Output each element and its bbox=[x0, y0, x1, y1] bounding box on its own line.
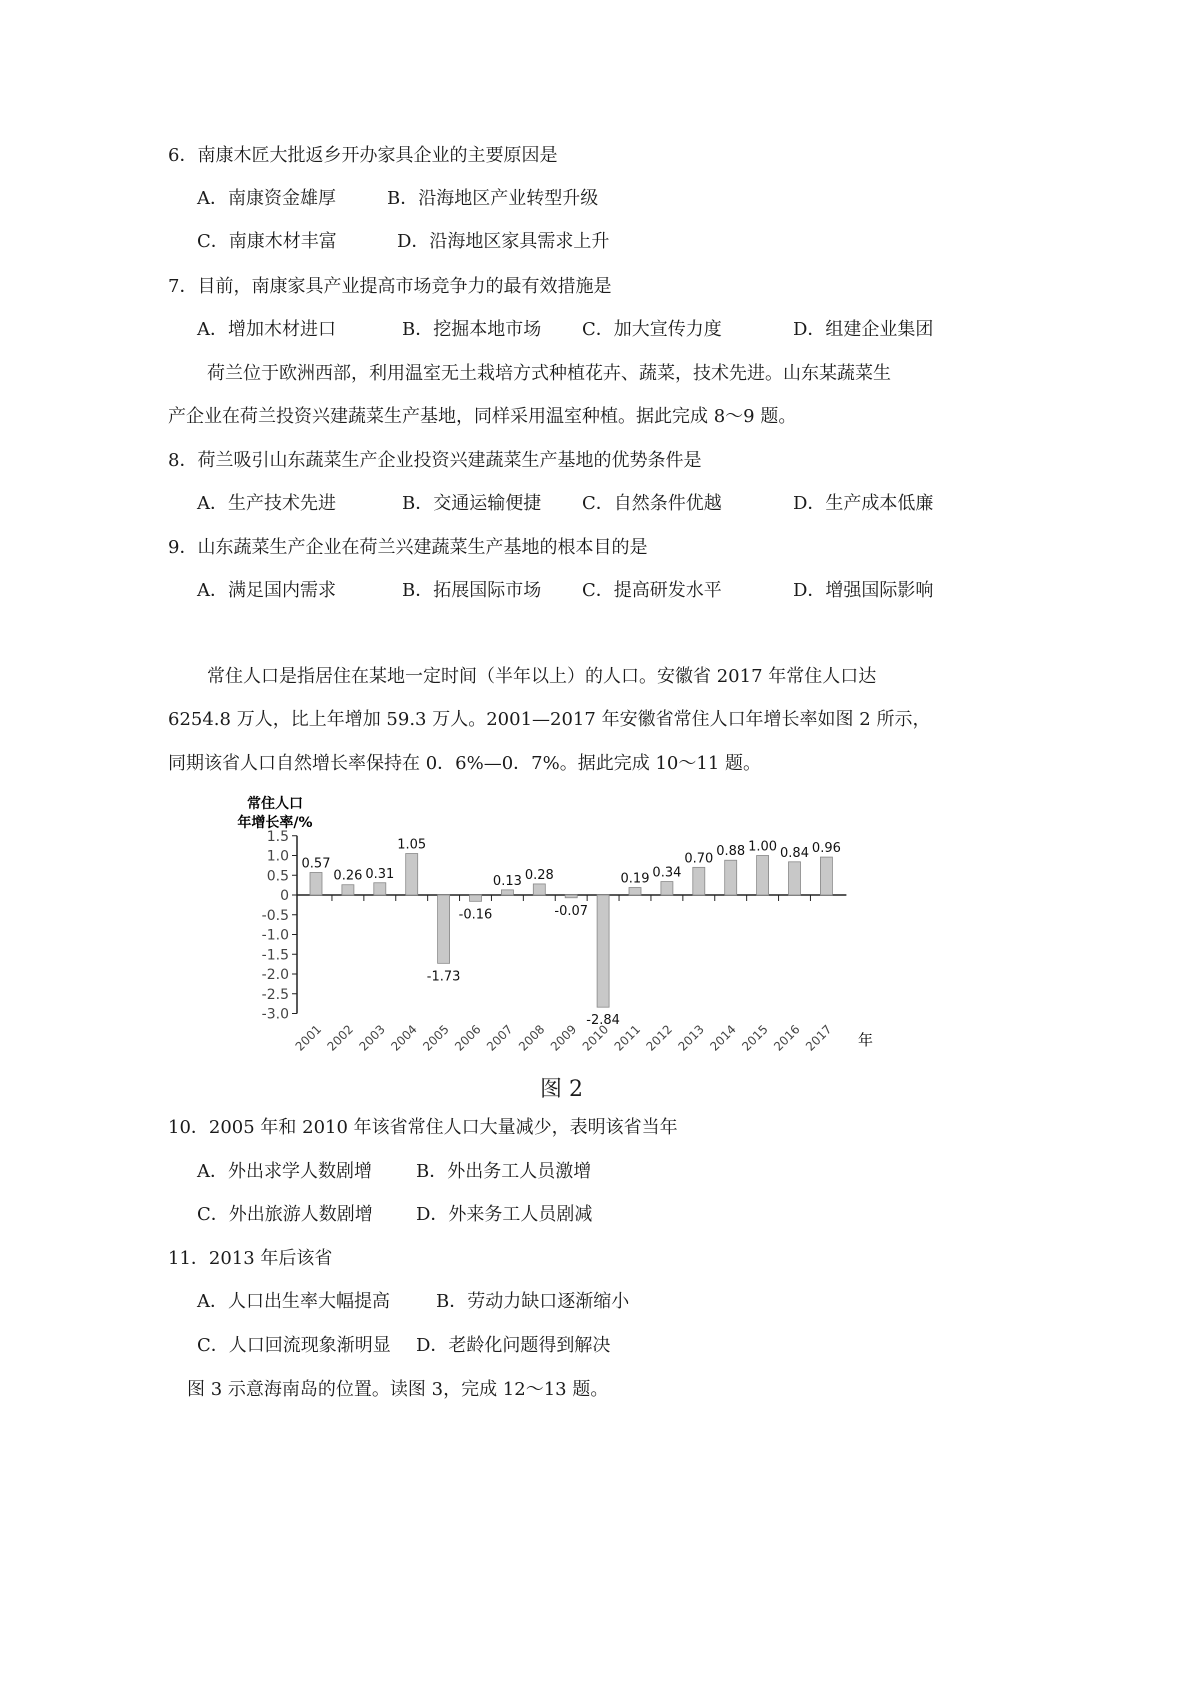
bar-2009 bbox=[565, 895, 577, 898]
option-c: C．南康木材丰富 bbox=[197, 231, 337, 252]
x-tick-label: 2013 bbox=[675, 1022, 707, 1054]
data-label: 0.34 bbox=[652, 865, 682, 881]
x-tick-label: 2003 bbox=[356, 1022, 388, 1054]
option-c: C．提高研发水平 bbox=[582, 580, 722, 601]
data-label: 0.28 bbox=[524, 867, 554, 883]
option-d: D．组建企业集团 bbox=[793, 319, 934, 340]
x-tick-label: 2009 bbox=[547, 1022, 580, 1054]
x-tick-label: 2014 bbox=[707, 1022, 739, 1054]
data-label: 0.84 bbox=[780, 845, 809, 861]
x-tick-label: 2011 bbox=[611, 1022, 644, 1054]
data-label: -2.84 bbox=[586, 1013, 620, 1029]
option-a: A．人口出生率大幅提高 bbox=[197, 1291, 390, 1312]
option-b: B．挖掘本地市场 bbox=[402, 319, 542, 340]
option-c: C．外出旅游人数剧增 bbox=[197, 1204, 373, 1225]
bar-2016 bbox=[789, 862, 801, 895]
option-d: D．增强国际影响 bbox=[793, 580, 934, 601]
data-label: 1.00 bbox=[748, 839, 778, 855]
question-stem: 7．目前，南康家具产业提高市场竞争力的最有效措施是 bbox=[168, 276, 612, 297]
bar-2004 bbox=[406, 854, 418, 895]
bar-2005 bbox=[438, 895, 450, 963]
x-tick-label: 2012 bbox=[643, 1022, 676, 1054]
option-a: A．生产技术先进 bbox=[197, 493, 336, 514]
question-stem: 11．2013 年后该省 bbox=[168, 1248, 333, 1269]
y-tick-label: 0 bbox=[280, 888, 289, 904]
x-tick-label: 2015 bbox=[739, 1022, 771, 1054]
data-label: -1.73 bbox=[426, 969, 461, 985]
y-tick-label: -1.0 bbox=[261, 927, 289, 944]
y-tick-label: -3.0 bbox=[261, 1006, 289, 1023]
y-tick-label: -0.5 bbox=[261, 907, 289, 924]
option-b: B．劳动力缺口逐渐缩小 bbox=[436, 1291, 630, 1312]
option-a: A．南康资金雄厚 bbox=[197, 188, 336, 209]
x-tick-label: 2006 bbox=[452, 1022, 484, 1054]
y-tick-label: 1.0 bbox=[266, 848, 289, 865]
bar-2010 bbox=[597, 895, 609, 1007]
data-label: -0.16 bbox=[458, 907, 493, 923]
question-stem: 10．2005 年和 2010 年该省常住人口大量减少，表明该省当年 bbox=[168, 1117, 678, 1138]
figure-caption: 图 2 bbox=[540, 1077, 583, 1102]
bar-2007 bbox=[501, 890, 513, 895]
x-tick-label: 2010 bbox=[579, 1022, 612, 1054]
bar-2002 bbox=[342, 885, 354, 895]
y-axis-label: 常住人口 bbox=[247, 796, 303, 812]
option-a: A．增加木材进口 bbox=[197, 319, 336, 340]
bar-2011 bbox=[629, 887, 641, 895]
option-d: D．生产成本低廉 bbox=[793, 493, 934, 514]
x-tick-label: 2005 bbox=[420, 1022, 452, 1054]
data-label: 0.31 bbox=[365, 866, 395, 882]
bar-2014 bbox=[725, 860, 737, 895]
passage-line: 常住人口是指居住在某地一定时间（半年以上）的人口。安徽省 2017 年常住人口达 bbox=[207, 666, 877, 687]
bar-2003 bbox=[374, 883, 386, 895]
option-b: B．拓展国际市场 bbox=[402, 580, 542, 601]
data-label: 0.57 bbox=[301, 856, 331, 872]
y-tick-label: 0.5 bbox=[266, 868, 289, 885]
passage-line: 荷兰位于欧洲西部，利用温室无土栽培方式种植花卉、蔬菜，技术先进。山东某蔬菜生 bbox=[207, 363, 891, 384]
data-label: -0.07 bbox=[554, 903, 589, 919]
option-d: D．沿海地区家具需求上升 bbox=[397, 231, 610, 252]
question-stem: 6．南康木匠大批返乡开办家具企业的主要原因是 bbox=[168, 145, 558, 166]
option-c: C．加大宣传力度 bbox=[582, 319, 722, 340]
passage-hainan: 图 3 示意海南岛的位置。读图 3，完成 12～13 题。 bbox=[187, 1379, 609, 1400]
data-label: 1.05 bbox=[397, 837, 427, 853]
bar-2006 bbox=[470, 895, 482, 901]
question-stem: 9．山东蔬菜生产企业在荷兰兴建蔬菜生产基地的根本目的是 bbox=[168, 537, 648, 558]
option-a: A．外出求学人数剧增 bbox=[197, 1161, 372, 1182]
x-tick-label: 2004 bbox=[388, 1022, 420, 1054]
x-tick-label: 2001 bbox=[292, 1022, 325, 1054]
option-d: D．外来务工人员剧减 bbox=[416, 1204, 593, 1225]
option-b: B．交通运输便捷 bbox=[402, 493, 542, 514]
bar-2017 bbox=[820, 857, 832, 895]
x-tick-label: 2017 bbox=[803, 1022, 835, 1054]
y-axis-label: 年增长率/% bbox=[237, 815, 313, 831]
option-b: B．沿海地区产业转型升级 bbox=[387, 188, 599, 209]
question-stem: 8．荷兰吸引山东蔬菜生产企业投资兴建蔬菜生产基地的优势条件是 bbox=[168, 450, 702, 471]
y-tick-label: 1.5 bbox=[266, 828, 289, 845]
data-label: 0.19 bbox=[620, 871, 650, 887]
passage-line: 产企业在荷兰投资兴建蔬菜生产基地，同样采用温室种植。据此完成 8～9 题。 bbox=[168, 406, 797, 427]
y-tick-label: -2.0 bbox=[261, 967, 289, 983]
passage-line: 同期该省人口自然增长率保持在 0．6%—0．7%。据此完成 10～11 题。 bbox=[168, 753, 761, 774]
bar-2015 bbox=[757, 856, 769, 896]
option-a: A．满足国内需求 bbox=[197, 580, 336, 601]
x-axis-label: 年 bbox=[858, 1031, 874, 1049]
bar-2001 bbox=[310, 872, 322, 895]
bar-2012 bbox=[661, 882, 673, 895]
population-growth-chart bbox=[220, 790, 900, 1070]
data-label: 0.88 bbox=[716, 844, 746, 860]
option-d: D．老龄化问题得到解决 bbox=[416, 1335, 611, 1356]
x-tick-label: 2008 bbox=[515, 1022, 548, 1054]
data-label: 0.26 bbox=[333, 868, 363, 884]
x-tick-label: 2016 bbox=[771, 1022, 803, 1054]
data-label: 0.70 bbox=[684, 851, 714, 867]
passage-line: 6254.8 万人，比上年增加 59.3 万人。2001—2017 年安徽省常住人口年增长率如图 2 所示， bbox=[168, 709, 931, 730]
data-label: 0.13 bbox=[492, 873, 522, 889]
option-c: C．自然条件优越 bbox=[582, 493, 722, 514]
bar-2013 bbox=[693, 867, 705, 895]
data-label: 0.96 bbox=[811, 841, 841, 857]
option-b: B．外出务工人员激增 bbox=[416, 1161, 592, 1182]
y-tick-label: -2.5 bbox=[261, 986, 289, 1003]
x-tick-label: 2002 bbox=[324, 1022, 357, 1054]
y-tick-label: -1.5 bbox=[261, 947, 289, 964]
option-c: C．人口回流现象渐明显 bbox=[197, 1335, 391, 1356]
x-tick-label: 2007 bbox=[484, 1022, 516, 1054]
bar-2008 bbox=[533, 884, 545, 895]
